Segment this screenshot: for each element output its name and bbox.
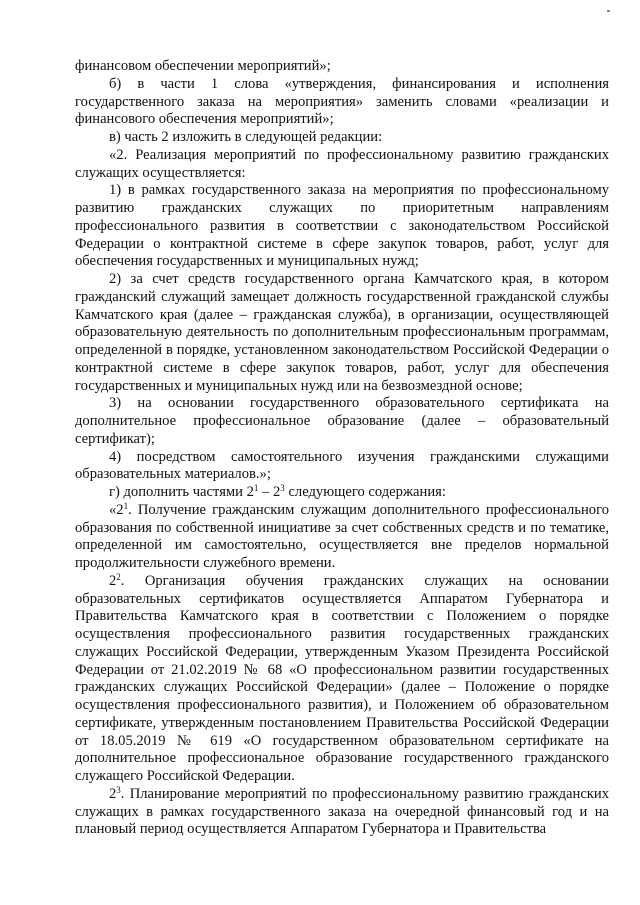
superscript: 2 xyxy=(116,571,121,582)
paragraph-item-g-before: г) дополнить частями 2 xyxy=(109,484,254,500)
paragraph-part-2-2-after: . Организация обучения гражданских служащих на основании образовательных сертификатов осуществляется Аппаратом Губернатора и Правительства Камчатского края в соответствии с Положением о порядке осуществления профессионального развития государственных гражданских служащих Российской Федерации, утвержденным Указом Президента Российской Федерации от 21.02.2019 № 68 «О профессиональном развитии государственных гражданских служащих Российской Федерации» (далее – Положение о порядке осуществления профессионального развития), и Положением об образовательном сертификате, утвержденным постановлением Правительства Российской Федерации от 18.05.2019 № 619 «О государственном образовательном сертификате на дополнительное профессиональное образование государственного гражданского служащего Российской Федерации. xyxy=(75,572,609,784)
paragraph-point-1: 1) в рамках государственного заказа на мероприятия по профессиональному развитию гражданских служащих по приоритетным направлениям профессионального развития в соответствии с законодательством Российской Федерации о контрактной системе в сфере закупок товаров, работ, услуг для обеспечения государственных и муниципальных нужд; xyxy=(75,182,609,270)
paragraph-item-g xyxy=(75,484,609,502)
paragraph-part-2-1-before: «2 xyxy=(109,501,124,518)
document-body xyxy=(75,58,609,839)
paragraph-item-g-middle: – 2 xyxy=(258,484,281,500)
paragraph-part-2-1 xyxy=(75,502,609,573)
paragraph-part-2-3-before: 2 xyxy=(109,785,117,802)
paragraph-point-2: 2) за счет средств государственного органа Камчатского края, в котором гражданский служащий замещает должность государственной гражданской службы Камчатского края (далее – гражданская служба), в организации, осуществляющей образовательную деятельность по дополнительным профессиональным программам, определенной в порядке, установленном законодательством Российской Федерации о контрактной системе в сфере закупок товаров, работ, услуг для обеспечения государственных и муниципальных нужд или на безвозмездной основе; xyxy=(75,271,609,394)
paragraph-item-v: в) часть 2 изложить в следующей редакции: xyxy=(109,129,383,145)
paragraph-part-2-3 xyxy=(75,786,609,839)
paragraph-part-2-heading: «2. Реализация мероприятий по профессиональному развитию гражданских служащих осуществляется: xyxy=(75,146,609,181)
paragraph-part-2-1-after: . Получение гражданским служащим дополнительного профессионального образования по собственной инициативе за счет собственных средств и по тематике, определенной им самостоятельно, осуществляется вне пределов нормальной продолжительности служебного времени. xyxy=(75,501,609,571)
paragraph-point-4: 4) посредством самостоятельного изучения гражданскими служащими образовательных материалов.»; xyxy=(75,448,609,483)
paragraph-item-b: б) в части 1 слова «утверждения, финансирования и исполнения государственного заказа на мероприятия» заменить словами «реализации и финансового обеспечения мероприятий»; xyxy=(75,75,609,128)
paragraph-point-3: 3) на основании государственного образовательного сертификата на дополнительное профессиональное образование (далее – образовательный сертификат); xyxy=(75,395,609,447)
paragraph-continuation: финансовом обеспечении мероприятий»; xyxy=(75,58,331,74)
paragraph-part-2-2 xyxy=(75,573,609,786)
superscript: 1 xyxy=(123,500,129,511)
superscript: 3 xyxy=(116,784,121,795)
paragraph-part-2-2-before: 2 xyxy=(109,572,117,589)
paragraph-item-g-after: следующего содержания: xyxy=(284,484,446,500)
scan-speck xyxy=(607,10,610,12)
superscript: 3 xyxy=(280,483,285,493)
paragraph-part-2-3-after: . Планирование мероприятий по профессиональному развитию гражданских служащих в рамках государственного заказа на очередной финансовый год и на плановый период осуществляется Аппаратом Губернатора и Правительства xyxy=(75,785,609,838)
superscript: 1 xyxy=(253,483,259,493)
